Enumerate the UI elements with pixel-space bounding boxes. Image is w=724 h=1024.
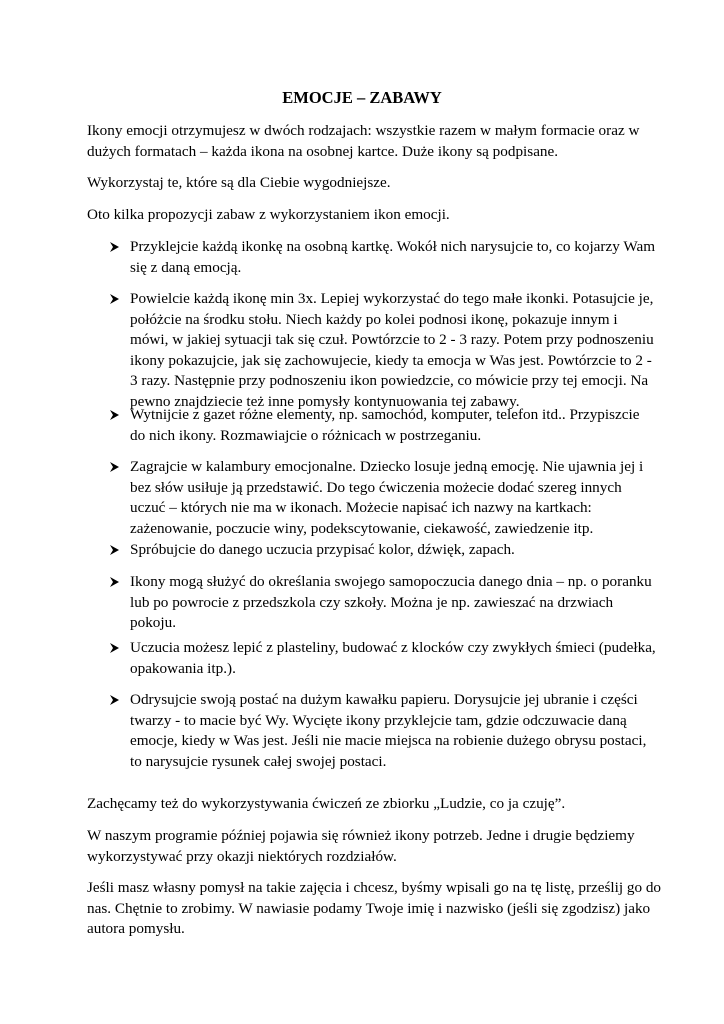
- text-line: Przyklejcie każdą ikonkę na osobną kartkę. Wokół nich narysujcie to, co kojarzy Wam: [130, 238, 656, 255]
- text-line: dużych formatach – każda ikona na osobnej kartce. Duże ikony są podpisane.: [87, 142, 559, 160]
- text-line: 3 razy. Następnie przy podnoszeniu ikon powiedzcie, co mówicie przy tej emocji. Na: [130, 372, 649, 390]
- text-line: nas. Chętnie to zrobimy. W nawiasie podamy Twoje imię i nazwisko (jeśli się zgodzisz) jako: [87, 899, 651, 917]
- arrowhead-bullet-icon: [108, 289, 122, 309]
- arrowhead-bullet-icon: [108, 540, 122, 560]
- text-line: uczuć – których nie ma w ikonach. Możecie napisać ich nazwy na kartkach:: [130, 499, 592, 517]
- intro-paragraph: [87, 205, 647, 226]
- text-line: emocje, kiedy w Was jest. Jeśli nie macie miejsca na robienie dużego obrysu postaci,: [130, 732, 647, 750]
- text-line: połóżcie na środku stołu. Niech każdy po kolei podnosi ikonę, pokazuje innym i: [130, 310, 618, 328]
- text-line: pokoju.: [130, 614, 176, 632]
- text-line: bez słów usiłuje ją przedstawić. Do tego ćwiczenia możecie dodać szereg innych: [130, 478, 622, 496]
- arrowhead-bullet-icon: [108, 638, 122, 658]
- text-line: Powielcie każdą ikonę min 3x. Lepiej wykorzystać do tego małe ikonki. Potasujcie je,: [130, 290, 654, 307]
- text-line: opakowania itp.).: [130, 659, 236, 677]
- arrowhead-bullet-icon: [108, 690, 122, 710]
- text-line: Zagrajcie w kalambury emocjonalne. Dziecko losuje jedną emocję. Nie ujawnia jej i: [130, 458, 644, 475]
- text-line: Spróbujcie do danego uczucia przypisać kolor, dźwięk, zapach.: [130, 541, 515, 558]
- arrowhead-bullet-icon: [108, 572, 122, 592]
- text-line: lub po powrocie z przedszkola czy szkoły. Można je np. zawieszać na drzwiach: [130, 593, 614, 611]
- text-line: ikony pokazujcie, jak się zachowujecie, kiedy ta emocja w Was jest. Powtórzcie to 2 -: [130, 351, 652, 369]
- outro-paragraph: [87, 826, 647, 867]
- text-line: Oto kilka propozycji zabaw z wykorzystaniem ikon emocji.: [87, 206, 450, 223]
- text-line: Zachęcamy też do wykorzystywania ćwiczeń ze zbiorku „Ludzie, co ja czuję”.: [87, 795, 566, 812]
- text-line: Wytnijcie z gazet różne elementy, np. samochód, komputer, telefon itd.. Przypiszcie: [130, 406, 640, 423]
- text-line: mówi, w jakiej sytuacji tak się czuł. Powtórzcie to 2 - 3 razy. Potem przy podnoszeniu: [130, 331, 654, 349]
- text-line: wykorzystywać przy okazji niektórych rozdziałów.: [87, 847, 397, 865]
- text-line: się z daną emocją.: [130, 258, 242, 276]
- text-line: to narysujcie rysunek całej swojej postaci.: [130, 752, 387, 770]
- text-line: autora pomysłu.: [87, 920, 185, 938]
- outro-paragraph: [87, 794, 647, 815]
- text-line: do nich ikony. Rozmawiajcie o różnicach w postrzeganiu.: [130, 426, 482, 444]
- page-title: EMOCJE – ZABAWY: [282, 88, 442, 107]
- text-line: Jeśli masz własny pomysł na takie zajęcia i chcesz, byśmy wpisali go na tę listę, prześlij go do: [87, 879, 662, 896]
- arrowhead-bullet-icon: [108, 237, 122, 257]
- intro-paragraph: [87, 173, 647, 194]
- intro-paragraph: [87, 121, 647, 162]
- text-line: Wykorzystaj te, które są dla Ciebie wygodniejsze.: [87, 174, 391, 191]
- text-line: pewno znajdziecie też inne pomysły kontynuowania tej zabawy.: [130, 392, 520, 410]
- text-line: W naszym programie później pojawia się również ikony potrzeb. Jedne i drugie będziemy: [87, 827, 635, 844]
- arrowhead-bullet-icon: [108, 457, 122, 477]
- text-line: Uczucia możesz lepić z plasteliny, budować z klocków czy zwykłych śmieci (pudełka,: [130, 639, 656, 656]
- outro-paragraph: [87, 878, 662, 940]
- text-line: Odrysujcie swoją postać na dużym kawałku papieru. Dorysujcie jej ubranie i części: [130, 691, 638, 708]
- arrowhead-bullet-icon: [108, 405, 122, 425]
- text-line: zażenowanie, poczucie winy, podekscytowanie, ciekawość, zawiedzenie itp.: [130, 519, 594, 537]
- text-line: Ikony mogą służyć do określania swojego samopoczucia danego dnia – np. o poranku: [130, 573, 652, 590]
- text-line: twarzy - to macie być Wy. Wycięte ikony przyklejcie tam, gdzie odczuwacie daną: [130, 711, 627, 729]
- text-line: Ikony emocji otrzymujesz w dwóch rodzajach: wszystkie razem w małym formacie oraz w: [87, 122, 640, 139]
